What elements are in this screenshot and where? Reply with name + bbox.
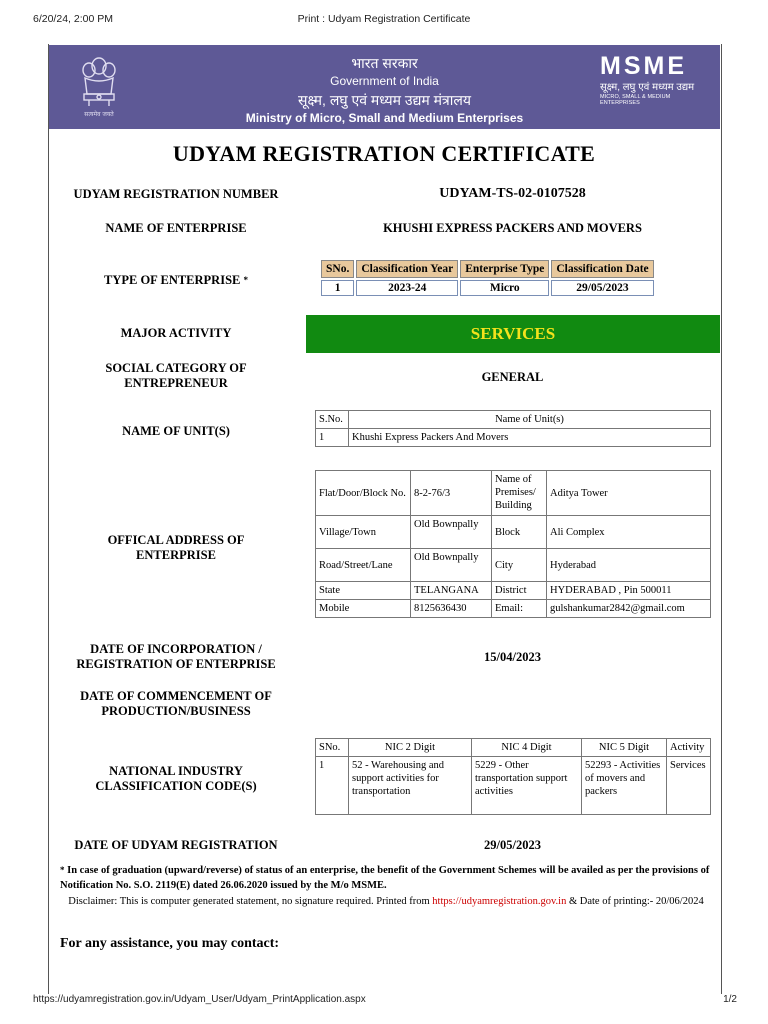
table-header: Classification Date (551, 260, 653, 278)
print-url: https://udyamregistration.gov.in/Udyam_User/Udyam_PrintApplication.aspx (33, 994, 366, 1005)
table-header-row (316, 411, 711, 429)
udyam-date-value: 29/05/2023 (484, 838, 541, 852)
table-row (316, 600, 711, 618)
table-row (316, 471, 711, 516)
udyam-date-label: DATE OF UDYAM REGISTRATION (74, 838, 278, 852)
table-cell: 29/05/2023 (551, 280, 653, 296)
table-row (316, 429, 711, 447)
msme-english-subtitle: MICRO, SMALL & MEDIUM ENTERPRISES (600, 94, 671, 106)
table-cell: gulshankumar2842@gmail.com (547, 600, 711, 618)
address-label-line2: ENTERPRISE (136, 548, 216, 562)
table-header: Classification Year (356, 260, 458, 278)
msme-logo (600, 53, 710, 106)
table-cell: Micro (460, 280, 549, 296)
table-header: Enterprise Type (460, 260, 549, 278)
table-cell: 8-2-76/3 (411, 471, 492, 516)
enterprise-name-value: KHUSHI EXPRESS PACKERS AND MOVERS (383, 221, 642, 235)
disclaimer-link[interactable]: https://udyamregistration.gov.in (432, 896, 567, 907)
table-cell: Road/Street/Lane (316, 549, 411, 582)
certificate-title: UDYAM REGISTRATION CERTIFICATE (172, 141, 596, 166)
table-header: NIC 2 Digit (349, 739, 472, 757)
table-cell: Old Bownpally (411, 516, 492, 549)
print-page-number: 1/2 (723, 994, 737, 1005)
print-title: Print : Udyam Registration Certificate (297, 13, 471, 25)
note-star: * (60, 865, 65, 875)
incorporation-value: 15/04/2023 (484, 650, 541, 664)
table-cell: 1 (321, 280, 354, 296)
table-header: Activity (667, 739, 711, 757)
incorporation-label-line2: REGISTRATION OF ENTERPRISE (76, 657, 276, 671)
table-cell: 5229 - Other transportation support activities (472, 757, 582, 815)
social-category-label-line2: ENTREPRENEUR (124, 376, 228, 390)
nic-table (315, 738, 711, 815)
table-cell: City (492, 549, 547, 582)
table-cell: 1 (316, 429, 349, 447)
reg-number-label: UDYAM REGISTRATION NUMBER (73, 187, 279, 201)
disclaimer (60, 895, 712, 908)
major-activity-value: SERVICES (306, 315, 720, 353)
table-cell: 2023-24 (356, 280, 458, 296)
table-cell: Services (667, 757, 711, 815)
hindi-ministry-title: सूक्ष्म, लघु एवं मध्यम उद्यम मंत्रालय (297, 92, 472, 108)
units-label: NAME OF UNIT(S) (122, 424, 230, 438)
table-header: Name of Unit(s) (349, 411, 711, 429)
assistance-heading: For any assistance, you may contact: (60, 936, 280, 951)
table-cell: Hyderabad (547, 549, 711, 582)
enterprise-name-label: NAME OF ENTERPRISE (105, 221, 247, 235)
table-header-row (316, 739, 711, 757)
table-header: NIC 5 Digit (582, 739, 667, 757)
table-header: SNo. (316, 739, 349, 757)
table-header-row (321, 260, 654, 278)
table-cell: 1 (316, 757, 349, 815)
table-header: S.No. (316, 411, 349, 429)
table-cell: Old Bownpally (411, 549, 492, 582)
table-cell: Khushi Express Packers And Movers (349, 429, 711, 447)
enterprise-type-table (319, 258, 656, 298)
table-cell: Ali Complex (547, 516, 711, 549)
table-row (316, 516, 711, 549)
table-cell: Aditya Tower (547, 471, 711, 516)
hindi-government-title: भारत सरकार (351, 55, 418, 71)
table-cell: HYDERABAD , Pin 500011 (547, 582, 711, 600)
table-cell: Mobile (316, 600, 411, 618)
nic-label-line2: CLASSIFICATION CODE(S) (95, 779, 257, 793)
table-cell: Flat/Door/Block No. (316, 471, 411, 516)
disclaimer-date: & Date of printing:- 20/06/2024 (566, 896, 704, 907)
major-activity-label: MAJOR ACTIVITY (120, 326, 232, 340)
emblem-caption: सत्यमेव जयते (84, 111, 114, 118)
commencement-label-line2: PRODUCTION/BUSINESS (101, 704, 251, 718)
enterprise-type-star: * (243, 275, 248, 285)
msme-logo-text: MSME (600, 52, 687, 80)
print-datetime: 6/20/24, 2:00 PM (33, 13, 113, 25)
enterprise-type-label-text: TYPE OF ENTERPRISE (104, 273, 241, 287)
graduation-note (60, 863, 712, 893)
reg-number-value: UDYAM-TS-02-0107528 (439, 186, 586, 201)
units-table (315, 410, 711, 447)
commencement-label (62, 689, 290, 719)
table-cell: 52293 - Activities of movers and packers (582, 757, 667, 815)
table-cell: Email: (492, 600, 547, 618)
social-category-value: GENERAL (481, 370, 544, 384)
table-row (316, 582, 711, 600)
incorporation-label-line1: DATE OF INCORPORATION / (90, 642, 262, 656)
ministry-banner (49, 45, 720, 129)
table-cell: 52 - Warehousing and support activities for transportation (349, 757, 472, 815)
table-cell: Village/Town (316, 516, 411, 549)
government-title: Government of India (330, 74, 439, 88)
table-cell: Block (492, 516, 547, 549)
enterprise-type-label (62, 273, 290, 288)
table-header: NIC 4 Digit (472, 739, 582, 757)
table-cell: District (492, 582, 547, 600)
note-text: In case of graduation (upward/reverse) of status of an enterprise, the benefit of the Government Schemes will be availed as per the provisions of Notification No. S.O. 2119(E) dated 26.06.2020 issued by the M/o MSME. (60, 865, 710, 891)
address-label (62, 533, 290, 563)
social-category-label-line1: SOCIAL CATEGORY OF (105, 361, 247, 375)
table-cell: State (316, 582, 411, 600)
address-table (315, 470, 711, 618)
table-cell: TELANGANA (411, 582, 492, 600)
table-cell: 8125636430 (411, 600, 492, 618)
disclaimer-text: Disclaimer: This is computer generated statement, no signature required. Printed from (68, 896, 433, 907)
incorporation-label (62, 642, 290, 672)
nic-label-line1: NATIONAL INDUSTRY (109, 764, 243, 778)
table-row (316, 757, 711, 815)
ministry-title: Ministry of Micro, Small and Medium Enterprises (245, 111, 524, 125)
table-row (321, 280, 654, 296)
nic-label (62, 764, 290, 794)
table-header: SNo. (321, 260, 354, 278)
commencement-label-line1: DATE OF COMMENCEMENT OF (80, 689, 272, 703)
address-label-line1: OFFICAL ADDRESS OF (107, 533, 245, 547)
table-row (316, 549, 711, 582)
social-category-label (62, 361, 290, 391)
msme-hindi-subtitle: सूक्ष्म, लघु एवं मध्यम उद्यम (600, 82, 695, 93)
table-cell: Name of Premises/ Building (492, 471, 547, 516)
